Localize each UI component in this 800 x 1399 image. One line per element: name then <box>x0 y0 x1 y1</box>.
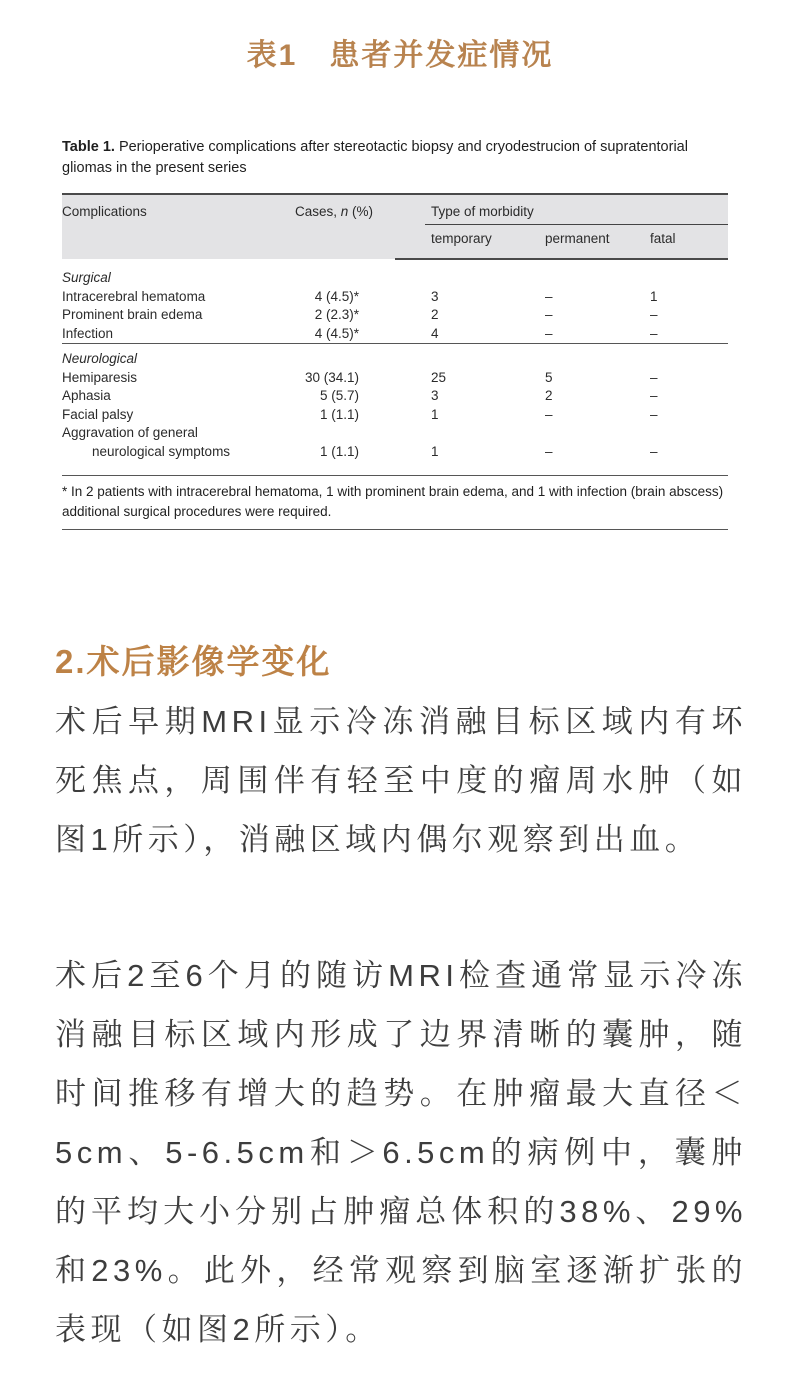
cases-header-prefix: Cases, <box>295 204 341 219</box>
fatal-value: – <box>650 369 658 385</box>
table-row <box>62 424 728 443</box>
column-header-temporary: temporary <box>395 225 540 259</box>
morbidity-header-text: Type of morbidity <box>425 195 728 225</box>
section-label: Neurological <box>62 344 728 369</box>
cases-value: 5 (5.7) <box>319 388 359 403</box>
section-label: Surgical <box>62 270 111 285</box>
page-title: 表1 患者并发症情况 <box>246 39 554 72</box>
table-row <box>62 306 728 325</box>
column-header-complications: Complications <box>62 204 147 219</box>
row-label: Intracerebral hematoma <box>62 288 206 304</box>
table-header-row <box>62 194 728 225</box>
temporary-value: 3 <box>431 388 439 403</box>
section-label-row <box>62 344 728 369</box>
table-row <box>62 369 728 388</box>
cases-value: 1 (1.1) <box>319 443 359 459</box>
table-row <box>62 406 728 425</box>
permanent-value: 5 <box>545 369 553 385</box>
complications-table <box>62 193 728 476</box>
section-label-row <box>62 259 728 288</box>
row-label: Aggravation of general <box>62 425 198 440</box>
cases-value: 4 (4.5)* <box>314 325 359 341</box>
permanent-value: – <box>545 443 553 459</box>
table-row <box>62 443 728 476</box>
temporary-value: 25 <box>431 369 447 385</box>
table-row <box>62 387 728 406</box>
permanent-value: – <box>545 325 553 341</box>
column-header-morbidity <box>395 194 728 225</box>
column-header-permanent: permanent <box>540 225 645 259</box>
section-heading: 2.术后影像学变化 <box>55 643 332 680</box>
paragraph: 术后早期MRI显示冷冻消融目标区域内有坏死焦点，周围伴有轻至中度的瘤周水肿（如图1所示），消融区域内偶尔观察到出血。 <box>55 704 747 857</box>
temporary-value: 3 <box>431 288 439 304</box>
fatal-value: – <box>650 406 658 422</box>
fatal-value: – <box>650 307 658 322</box>
row-label: Hemiparesis <box>62 369 138 385</box>
fatal-value: – <box>650 443 658 459</box>
permanent-value: – <box>545 288 553 304</box>
temporary-value: 2 <box>431 307 439 322</box>
fatal-value: 1 <box>650 288 658 304</box>
table-caption <box>62 137 734 179</box>
cases-header-suffix: (%) <box>348 204 374 219</box>
table-row <box>62 325 728 344</box>
table-bottom-rule <box>62 529 728 530</box>
temporary-value: 4 <box>431 325 439 341</box>
table-caption-text: Perioperative complications after stereotactic biopsy and cryodestrucion of supratentorial gliomas in the present series <box>62 139 688 176</box>
temporary-value: 1 <box>431 406 439 422</box>
complications-table-figure <box>62 193 728 530</box>
table-footnote: * In 2 patients with intracerebral hematoma, 1 with prominent brain edema, and 1 with infection (brain abscess) additional surgical procedures were required. <box>62 484 724 519</box>
table-row <box>62 288 728 307</box>
row-label: Facial palsy <box>62 406 134 422</box>
permanent-value: 2 <box>545 388 553 403</box>
row-label: Prominent brain edema <box>62 307 203 322</box>
cases-value: 1 (1.1) <box>319 406 359 422</box>
temporary-value: 1 <box>431 443 439 459</box>
fatal-value: – <box>650 325 658 341</box>
column-header-cases <box>295 194 395 259</box>
fatal-value: – <box>650 388 658 403</box>
cases-value: 2 (2.3)* <box>314 307 359 322</box>
cases-value: 30 (34.1) <box>304 369 359 385</box>
paragraph: 术后2至6个月的随访MRI检查通常显示冷冻消融目标区域内形成了边界清晰的囊肿，随时间推移有增大的趋势。在肿瘤最大直径＜5cm、5-6.5cm和＞6.5cm的病例中，囊肿的平均大小分别占肿瘤总体积的38%、29%和23%。此外，经常观察到脑室逐渐扩张的表现（如图2所示）。 <box>55 958 747 1347</box>
cases-header-n: n <box>340 204 349 219</box>
row-label: neurological symptoms <box>92 443 231 459</box>
permanent-value: – <box>545 307 553 322</box>
row-label: Infection <box>62 325 114 341</box>
table-body <box>62 259 728 476</box>
cases-value: 4 (4.5)* <box>314 288 359 304</box>
row-label: Aphasia <box>62 388 111 403</box>
table-header <box>62 194 728 259</box>
permanent-value: – <box>545 406 553 422</box>
column-header-fatal: fatal <box>645 225 728 259</box>
table-caption-label: Table 1. <box>62 139 115 155</box>
